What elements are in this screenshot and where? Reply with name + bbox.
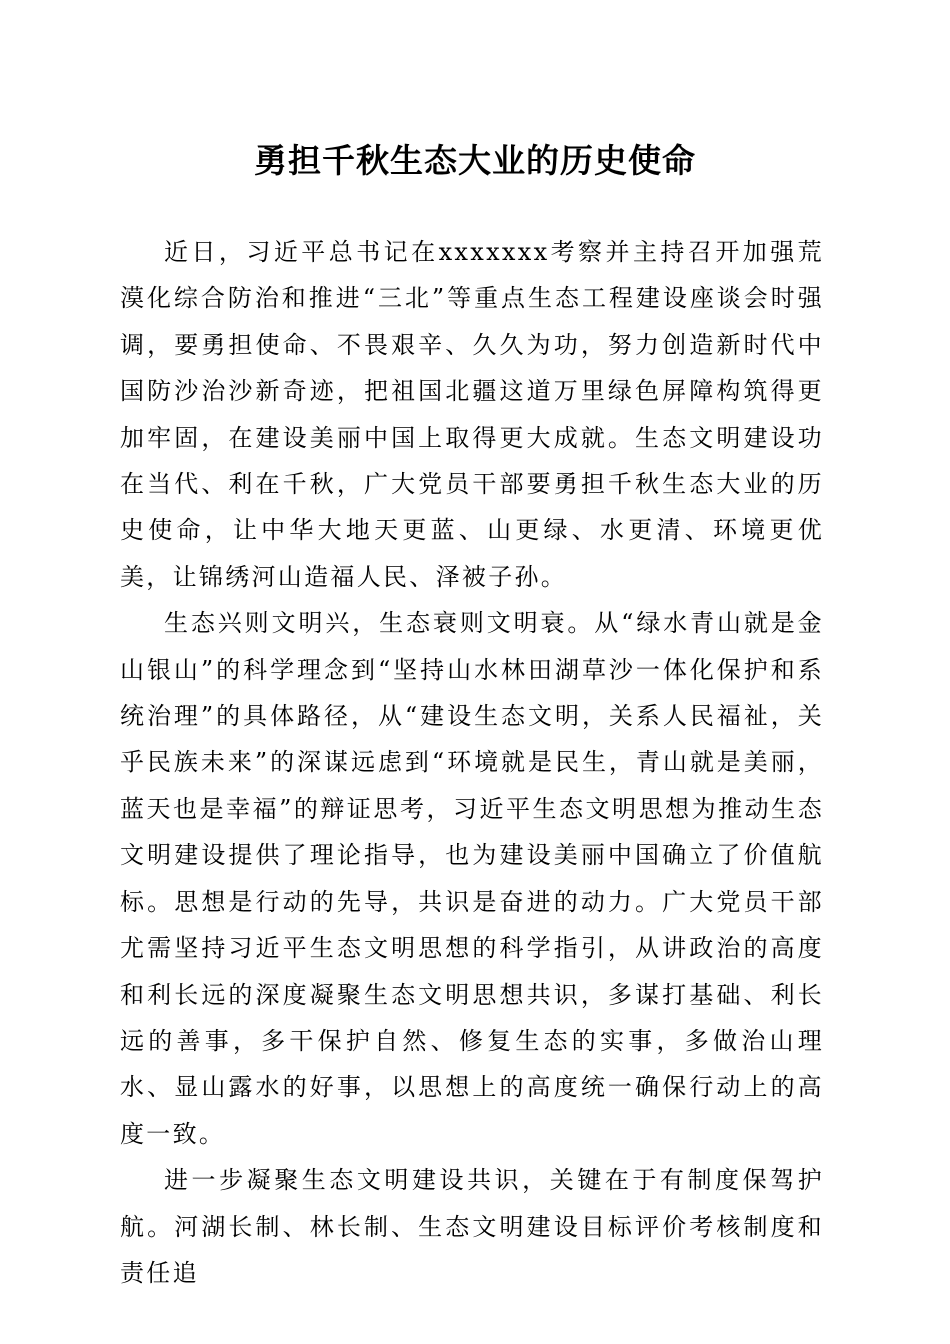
paragraph-2: 生态兴则文明兴，生态衰则文明衰。从“绿水青山就是金山银山”的科学理念到“坚持山水林田湖草沙一体化保护和系统治理”的具体路径，从“建设生态文明，关系人民福祉，关乎民族未来”的深谋远虑到“环境就是民生，青山就是美丽，蓝天也是幸福”的辩证思考，习近平生态文明思想为推动生态文明建设提供了理论指导，也为建设美丽中国确立了价值航标。思想是行动的先导，共识是奋进的动力。广大党员干部尤需坚持习近平生态文明思想的科学指引，从讲政治的高度和利长远的深度凝聚生态文明思想共识，多谋打基础、利长远的善事，多干保护自然、修复生态的实事，多做治山理水、显山露水的好事，以思想上的高度统一确保行动上的高度一致。 — [120, 609, 824, 1148]
document-title: 勇担千秋生态大业的历史使命 — [254, 141, 696, 180]
paragraph-3: 进一步凝聚生态文明建设共识，关键在于有制度保驾护航。河湖长制、林长制、生态文明建设目标评价考核制度和责任追 — [120, 1166, 824, 1287]
document-body — [120, 229, 824, 1296]
paragraph-1: 近日，习近平总书记在xxxxxxx考察并主持召开加强荒漠化综合防治和推进“三北”等重点生态工程建设座谈会时强调，要勇担使命、不畏艰辛、久久为功，努力创造新时代中国防沙治沙新奇迹，把祖国北疆这道万里绿色屏障构筑得更加牢固，在建设美丽中国上取得更大成就。生态文明建设功在当代、利在千秋，广大党员干部要勇担千秋生态大业的历史使命，让中华大地天更蓝、山更绿、水更清、环境更优美，让锦绣河山造福人民、泽被子孙。 — [120, 238, 824, 591]
